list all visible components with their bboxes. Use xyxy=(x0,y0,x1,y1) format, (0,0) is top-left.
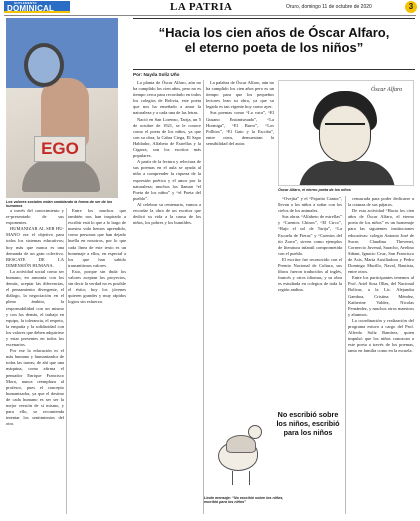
paragraph: La coordinación y realización del programa estuvo a cargo del Prof. Alfredo Solíz Ramírez, quien impulsó que los niños conozcan a este poeta a través de los poemas, tanto en familia como en la escuela. xyxy=(348,317,414,354)
page-header xyxy=(0,0,420,14)
page-number: 3 xyxy=(405,1,417,13)
middle-column-2 xyxy=(206,80,274,392)
middle-column-1 xyxy=(133,80,201,514)
paragraph: censurada para poder dedicarse a la crianza de sus pájaros. xyxy=(348,196,414,208)
left-column-1 xyxy=(6,208,64,516)
portrait-caption: Óscar Alfaro, el eterno poeta de los niños xyxy=(278,188,351,192)
paragraph: a través del conocimiento y re-presentado de sus exponentes. xyxy=(6,208,64,226)
bird-caption: Lindo mensaje: “No escribió sobre los niños, escribió para los niños” xyxy=(204,496,284,504)
article-title-box xyxy=(133,18,415,70)
paragraph: A partir de la lectura y relectura de sus poemas en el aula se ayuda al niño a comprender la riqueza de la expresión poética y el amor por la naturaleza; muchos los llaman “el Poeta de los niños” y “el Poeta del pueblo”. xyxy=(133,159,201,201)
bird-illustration xyxy=(204,395,270,495)
ego-sign: EGO xyxy=(34,136,86,162)
oscar-alfaro-portrait xyxy=(278,80,414,186)
paragraph: HUMANIZAR AL SER HU-MANO era el objetivo para todos los sistemas educativos; hoy más que nunca es una demanda de un gran colectivo. RESCATE DE LA DIMENSIÓN HUMANA. xyxy=(6,226,64,268)
bird-icon xyxy=(248,425,262,439)
left-photo-caption: Los valores sociales están cambiando la forma de ser de los humanos xyxy=(6,200,113,208)
title-line-1: “Hacia los cien años de Óscar Alfaro, xyxy=(158,25,390,40)
paragraph: La palabra de Óscar Alfaro, aún no ha cumplido los cien años pero es un tiempo para que los pequeños lectores lean su obra, ya que su legado es tan vigente hoy como ayer. xyxy=(206,80,274,110)
paragraph: El escritor fue reconocido con el Premio Nacional de Cultura, sus libros fueron traducidos al inglés, francés y otros idiomas, y su obra es estudiada en colegios de toda la región andina. xyxy=(278,256,342,293)
paragraph: “Ovejita” y el “Pajarito Cantor”, llevan a los niños a soñar con los cielos de los animales. xyxy=(278,196,342,214)
logo-text: DOMINICAL xyxy=(7,4,55,13)
paragraph: Por ese la educación es el más humano y humanizador de todas las tareas; de ahí que una máquina, como afirma el pensador Enrique Francisco Mora, nunca reemplaza al profesor, pues el concepto humanizador, ya que el destino de cada humano es ser ser la mejor versión de sí mismo, y para ello, se recomienda intentar los sentimientos del otro. xyxy=(6,348,64,427)
paragraph: Sus obras “Alfabeto de estrellas” y “Cuentos Chinos”, “El Circo”, “Bajo el sol de Tarija”, “La Escuela de Fieras” y “Cuentos del tío Zorro”, sirven como ejemplos de literatura infantil comprometida con el pueblo. xyxy=(278,214,342,256)
paragraph: De esta actividad “Hacia los cien años de Óscar Alfaro, el eterno poeta de los niños” es un homenaje para las siguientes instituciones educativas: colegio Antonio José de Sucre, Claudina Thevenet, Cornercio Juvenal, Saracho, Avelino Siñani, Ignacio Cruz, San Francisco de Asís, María Auxiliadora y Pedro Domingo Murillo, Naval, Bautista, entre otros. xyxy=(348,208,414,275)
pull-quote xyxy=(272,410,344,458)
column-divider xyxy=(66,208,67,514)
paragraph: Sus poemas como “La vaca”, “El Gusano Ensimismado”, “La Hormiga”, “El Burro”, “Los Pollitos”, “El Gato y la Escoba”, entre otros, demuestran la sensibilidad del autor. xyxy=(206,110,274,146)
signature: Óscar Alfaro xyxy=(371,87,403,93)
paragraph: Entre los muchos que también nos han inspirado a escribir está lo que a lo largo de nuestra vida hemos aprendido, como personas que han dejado huella en nosotros, por lo que cada línea de este texto es un homenaje a ellos, en especial a los que han sabido transmitirnos valores. xyxy=(68,208,126,268)
paragraph: Entre los participantes tenemos al Prof. Ariel Sosa Ollas, del Nacional Bolívar, a la Lic. Alejandra Gamboa, Cristina Méndez, Katherine Valdez, Nicolas Fernández, y muchos otros maestros y alumnos. xyxy=(348,275,414,317)
paragraph: La actividad social como ser humano, en armonía con los demás, aceptar las diferencias, el pensamiento divergente, el diálogo, la negociación en el pleno ámbito, la responsabilidad con un mismo y con los demás, el trabajo en equipo, la tolerancia, el respeto, la empatía y la solidaridad con los valores que deben adquirirse y estar presentes en todos los escenarios. xyxy=(6,268,64,348)
column-divider xyxy=(345,196,346,514)
paragraph: Nació en San Lorenzo, Tarija, un 5 de octubre de 1921, se le conoce como el poeta de los niños, ya que con su obra, la Cabra Ciega, El Sapo Hablador, Alfabeto de Estrellas y la Cigarra, son los escritos más populares. xyxy=(133,116,201,159)
left-column-2 xyxy=(68,208,126,516)
paragraph: La planta de Óscar Alfaro, aún no ha cumplido los cien años, pero no es tiempo cerca para recordarlo en todos los colegios de Bolivia, este poeta que nos ha enseñado a amar la naturaleza y a cada una de las letras. xyxy=(133,80,201,116)
pull-quote-text: No escribió sobre los niños, escribió para los niños xyxy=(276,410,340,437)
header-divider xyxy=(4,15,416,16)
paragraph: Esto, porque sin duda los valores aceptan los proyectos, sin decir la verdad no es posible el éxito; hoy los jóvenes quieren grandes y muy rápidos logros sin esfuerzo. xyxy=(68,268,126,305)
right-column-2 xyxy=(348,196,414,514)
article-title xyxy=(133,25,415,55)
magnifier-icon xyxy=(24,43,64,87)
article-byline: Por: Nayda Solíz Uño xyxy=(133,72,180,77)
paragraph: Al celebrar su centenario, vamos a recordar la obra de un escritor que dedicó su vida a la causa de los niños, los pobres y los humildes. xyxy=(133,201,201,226)
title-line-2: el eterno poeta de los niños” xyxy=(184,40,364,55)
dominical-logo xyxy=(4,1,70,13)
newspaper-name: LA PATRIA xyxy=(170,1,233,13)
right-column-1 xyxy=(278,196,342,406)
logo-supertitle: SUPLEMENTO xyxy=(14,1,37,5)
ego-photo xyxy=(6,18,118,198)
glasses-icon xyxy=(325,123,365,133)
issue-date: Oruro, domingo 11 de octubre de 2020 xyxy=(286,4,372,10)
